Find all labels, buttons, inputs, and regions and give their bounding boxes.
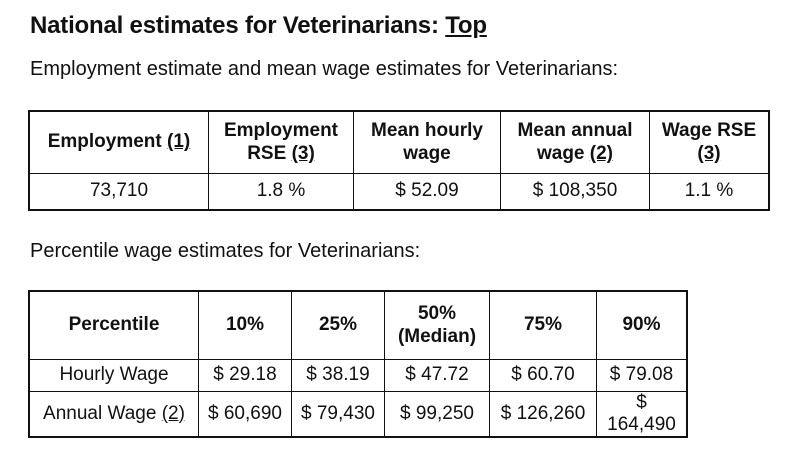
row-label: Annual Wage (2) [29, 391, 199, 437]
employment-header-row [29, 111, 769, 173]
employment-table [28, 110, 770, 211]
table-cell: $ 79,430 [292, 391, 385, 437]
percentile-caption: Percentile wage estimates for Veterinarians: [30, 240, 421, 262]
footnote-link[interactable]: (2) [161, 402, 185, 424]
p90-col-header: 90% [597, 291, 688, 359]
table-cell: $ 164,490 [597, 391, 688, 437]
top-link[interactable]: Top [445, 12, 487, 39]
page-title [30, 12, 487, 40]
table-cell: $ 47.72 [385, 359, 490, 391]
table-cell: 1.1 % [650, 173, 770, 210]
table-cell: $ 29.18 [199, 359, 292, 391]
table-cell: $ 52.09 [354, 173, 501, 210]
footnote-link[interactable]: (2) [589, 143, 614, 165]
mean-hourly-wage-col-header: Mean hourly wage [354, 111, 501, 173]
wage-rse-col-header: Wage RSE (3) [650, 111, 770, 173]
table-cell: $ 99,250 [385, 391, 490, 437]
percentile-table [28, 290, 688, 438]
table-cell: $ 60,690 [199, 391, 292, 437]
employment-col-header: Employment (1) [29, 111, 209, 173]
p10-col-header: 10% [199, 291, 292, 359]
table-cell: 73,710 [29, 173, 209, 210]
employment-caption: Employment estimate and mean wage estimates for Veterinarians: [30, 58, 619, 80]
p25-col-header: 25% [292, 291, 385, 359]
table-cell: $ 108,350 [501, 173, 650, 210]
footnote-link[interactable]: (3) [291, 143, 315, 165]
employment-data-row [29, 173, 769, 210]
footnote-link[interactable]: (3) [697, 143, 721, 165]
p50-col-header: 50% (Median) [385, 291, 490, 359]
table-row-hourly-wage [29, 359, 687, 391]
p75-col-header: 75% [490, 291, 597, 359]
mean-annual-wage-col-header: Mean annual wage (2) [501, 111, 650, 173]
footnote-link[interactable]: (1) [167, 131, 191, 153]
table-row-annual-wage [29, 391, 687, 437]
table-cell: $ 79.08 [597, 359, 688, 391]
table-cell: $ 38.19 [292, 359, 385, 391]
percentile-col-header: Percentile [29, 291, 199, 359]
page-title-text: National estimates for Veterinarians: [30, 12, 439, 39]
percentile-header-row [29, 291, 687, 359]
table-cell: $ 126,260 [490, 391, 597, 437]
employment-rse-col-header: Employment RSE (3) [209, 111, 354, 173]
table-cell: 1.8 % [209, 173, 354, 210]
table-cell: $ 60.70 [490, 359, 597, 391]
row-label: Hourly Wage [29, 359, 199, 391]
